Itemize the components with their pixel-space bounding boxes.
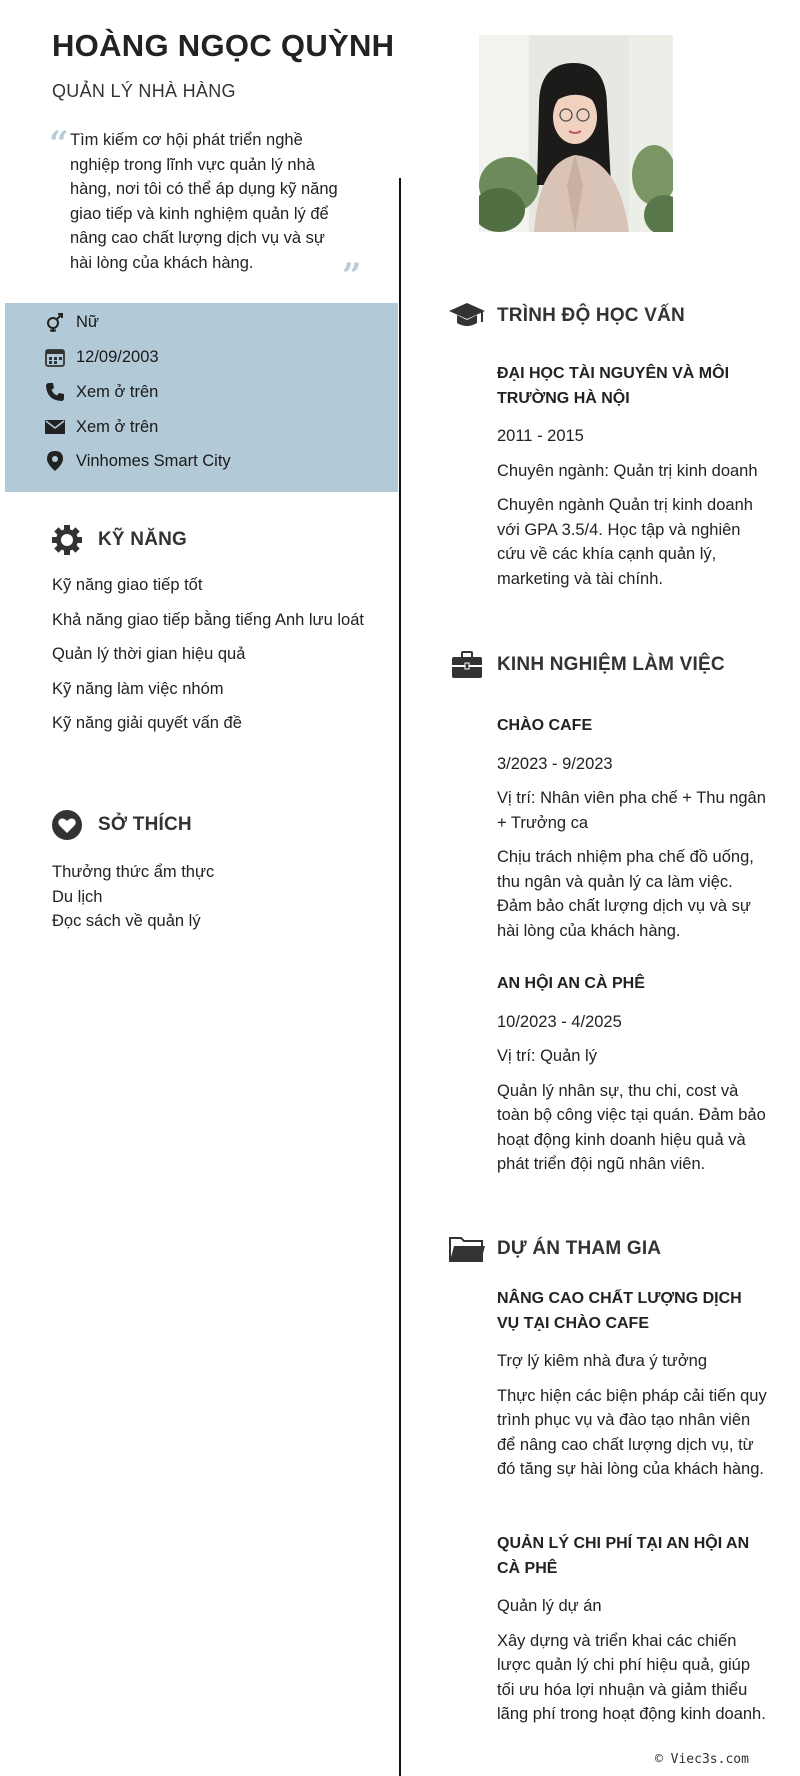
- briefcase-icon: [449, 647, 485, 683]
- company-name: CHÀO CAFE: [497, 717, 593, 734]
- graduation-cap-icon: [449, 298, 485, 334]
- school-name: ĐẠI HỌC TÀI NGUYÊN VÀ MÔI TRƯỜNG HÀ NỘI: [497, 365, 730, 407]
- skill-item: Kỹ năng làm việc nhóm: [52, 679, 224, 698]
- education-major: Chuyên ngành: Quản trị kinh doanh: [497, 461, 758, 480]
- experience-heading-label: KINH NGHIỆM LÀM VIỆC: [497, 654, 725, 675]
- skill-item: Kỹ năng giao tiếp tốt: [52, 576, 203, 594]
- email-value: Xem ở trên: [76, 417, 159, 436]
- experience-heading: [449, 647, 725, 683]
- folder-icon: [449, 1231, 485, 1267]
- job-period: 3/2023 - 9/2023: [497, 754, 613, 773]
- job-period: 10/2023 - 4/2025: [497, 1012, 622, 1031]
- footer-copyright: © Viec3s.com: [655, 1752, 749, 1767]
- job-entry: [497, 972, 767, 1177]
- project-entry: [497, 1287, 767, 1482]
- phone-value: Xem ở trên: [76, 382, 159, 401]
- project-description: Thực hiện các biện pháp cải tiến quy trình phục vụ và đào tạo nhân viên để nâng cao chất lượng dịch vụ, từ đó tăng sự hài lòng của khách hàng.: [497, 1386, 767, 1478]
- phone-icon: [44, 381, 66, 403]
- address-value: Vinhomes Smart City: [76, 451, 231, 470]
- gear-icon: [49, 522, 85, 558]
- open-quote-icon: “: [49, 124, 69, 164]
- info-birthday: [44, 345, 159, 369]
- gender-icon: [44, 311, 66, 333]
- info-phone: [44, 380, 158, 404]
- education-heading-label: TRÌNH ĐỘ HỌC VẤN: [497, 305, 685, 326]
- skills-heading-label: KỸ NĂNG: [98, 529, 188, 550]
- info-email: [44, 415, 158, 439]
- project-entry: [497, 1532, 767, 1727]
- project-role: Quản lý dự án: [497, 1597, 602, 1615]
- hobbies-heading-label: SỞ THÍCH: [98, 814, 192, 835]
- info-gender: [44, 310, 99, 334]
- hobby-item: Thưởng thức ẩm thực: [52, 863, 215, 881]
- job-title: QUẢN LÝ NHÀ HÀNG: [52, 81, 236, 101]
- gender-value: Nữ: [76, 312, 99, 331]
- education-description: Chuyên ngành Quản trị kinh doanh với GPA 3.5/4. Học tập và nghiên cứu về các khía cạnh quản lý, marketing và tài chính.: [497, 496, 753, 588]
- hobbies-heading: [49, 807, 192, 843]
- skill-item: Quản lý thời gian hiệu quả: [52, 645, 246, 663]
- project-role: Trợ lý kiêm nhà đưa ý tưởng: [497, 1352, 708, 1370]
- project-name: QUẢN LÝ CHI PHÍ TẠI AN HỘI AN CÀ PHÊ: [497, 1535, 750, 1577]
- projects-heading: [449, 1231, 661, 1267]
- close-quote-icon: ”: [342, 256, 362, 296]
- hobby-item: Đọc sách về quản lý: [52, 912, 201, 930]
- skills-heading: [49, 522, 187, 558]
- skills-list: [52, 573, 372, 746]
- info-address: [44, 449, 231, 473]
- heart-icon: [49, 807, 85, 843]
- candidate-name: HOÀNG NGỌC QUỲNH: [52, 28, 395, 63]
- skill-item: Kỹ năng giải quyết vấn đề: [52, 714, 242, 732]
- calendar-icon: [44, 346, 66, 368]
- hobbies-list: [52, 860, 372, 934]
- job-description: Chịu trách nhiệm pha chế đồ uống, thu ngân và quản lý ca làm việc. Đảm bảo chất lượng dịch vụ và sự hài lòng của khách hàng.: [497, 848, 754, 940]
- job-position: Vị trí: Nhân viên pha chế + Thu ngân + Trưởng ca: [497, 789, 766, 832]
- education-period: 2011 - 2015: [497, 427, 584, 445]
- location-pin-icon: [44, 450, 66, 472]
- education-heading: [449, 298, 685, 334]
- company-name: AN HỘI AN CÀ PHÊ: [497, 975, 645, 992]
- projects-heading-label: DỰ ÁN THAM GIA: [497, 1238, 662, 1259]
- job-position: Vị trí: Quản lý: [497, 1047, 597, 1065]
- skill-item: Khả năng giao tiếp bằng tiếng Anh lưu loát: [52, 610, 364, 629]
- profile-photo: [479, 35, 673, 232]
- job-description: Quản lý nhân sự, thu chi, cost và toàn bộ công việc tại quán. Đảm bảo hoạt động kinh doanh hiệu quả và phát triển đội ngũ nhân viên.: [497, 1081, 766, 1173]
- job-entry: [497, 714, 767, 943]
- column-divider: [399, 178, 401, 1776]
- education-entry: [497, 362, 767, 591]
- career-objective: Tìm kiếm cơ hội phát triển nghề nghiệp trong lĩnh vực quản lý nhà hàng, nơi tôi có thể áp dụng kỹ năng giao tiếp và kinh nghiệm quản lý để nâng cao chất lượng dịch vụ và sự hài lòng của khách hàng.: [70, 131, 338, 272]
- project-description: Xây dựng và triển khai các chiến lược quản lý chi phí hiệu quả, giúp tối ưu hóa lợi nhuận và giảm thiểu lãng phí trong hoạt động kinh doanh.: [497, 1631, 766, 1723]
- birthday-value: 12/09/2003: [76, 347, 159, 366]
- project-name: NÂNG CAO CHẤT LƯỢNG DỊCH VỤ TẠI CHÀO CAFE: [497, 1290, 742, 1332]
- email-icon: [44, 416, 66, 438]
- hobby-item: Du lịch: [52, 887, 103, 906]
